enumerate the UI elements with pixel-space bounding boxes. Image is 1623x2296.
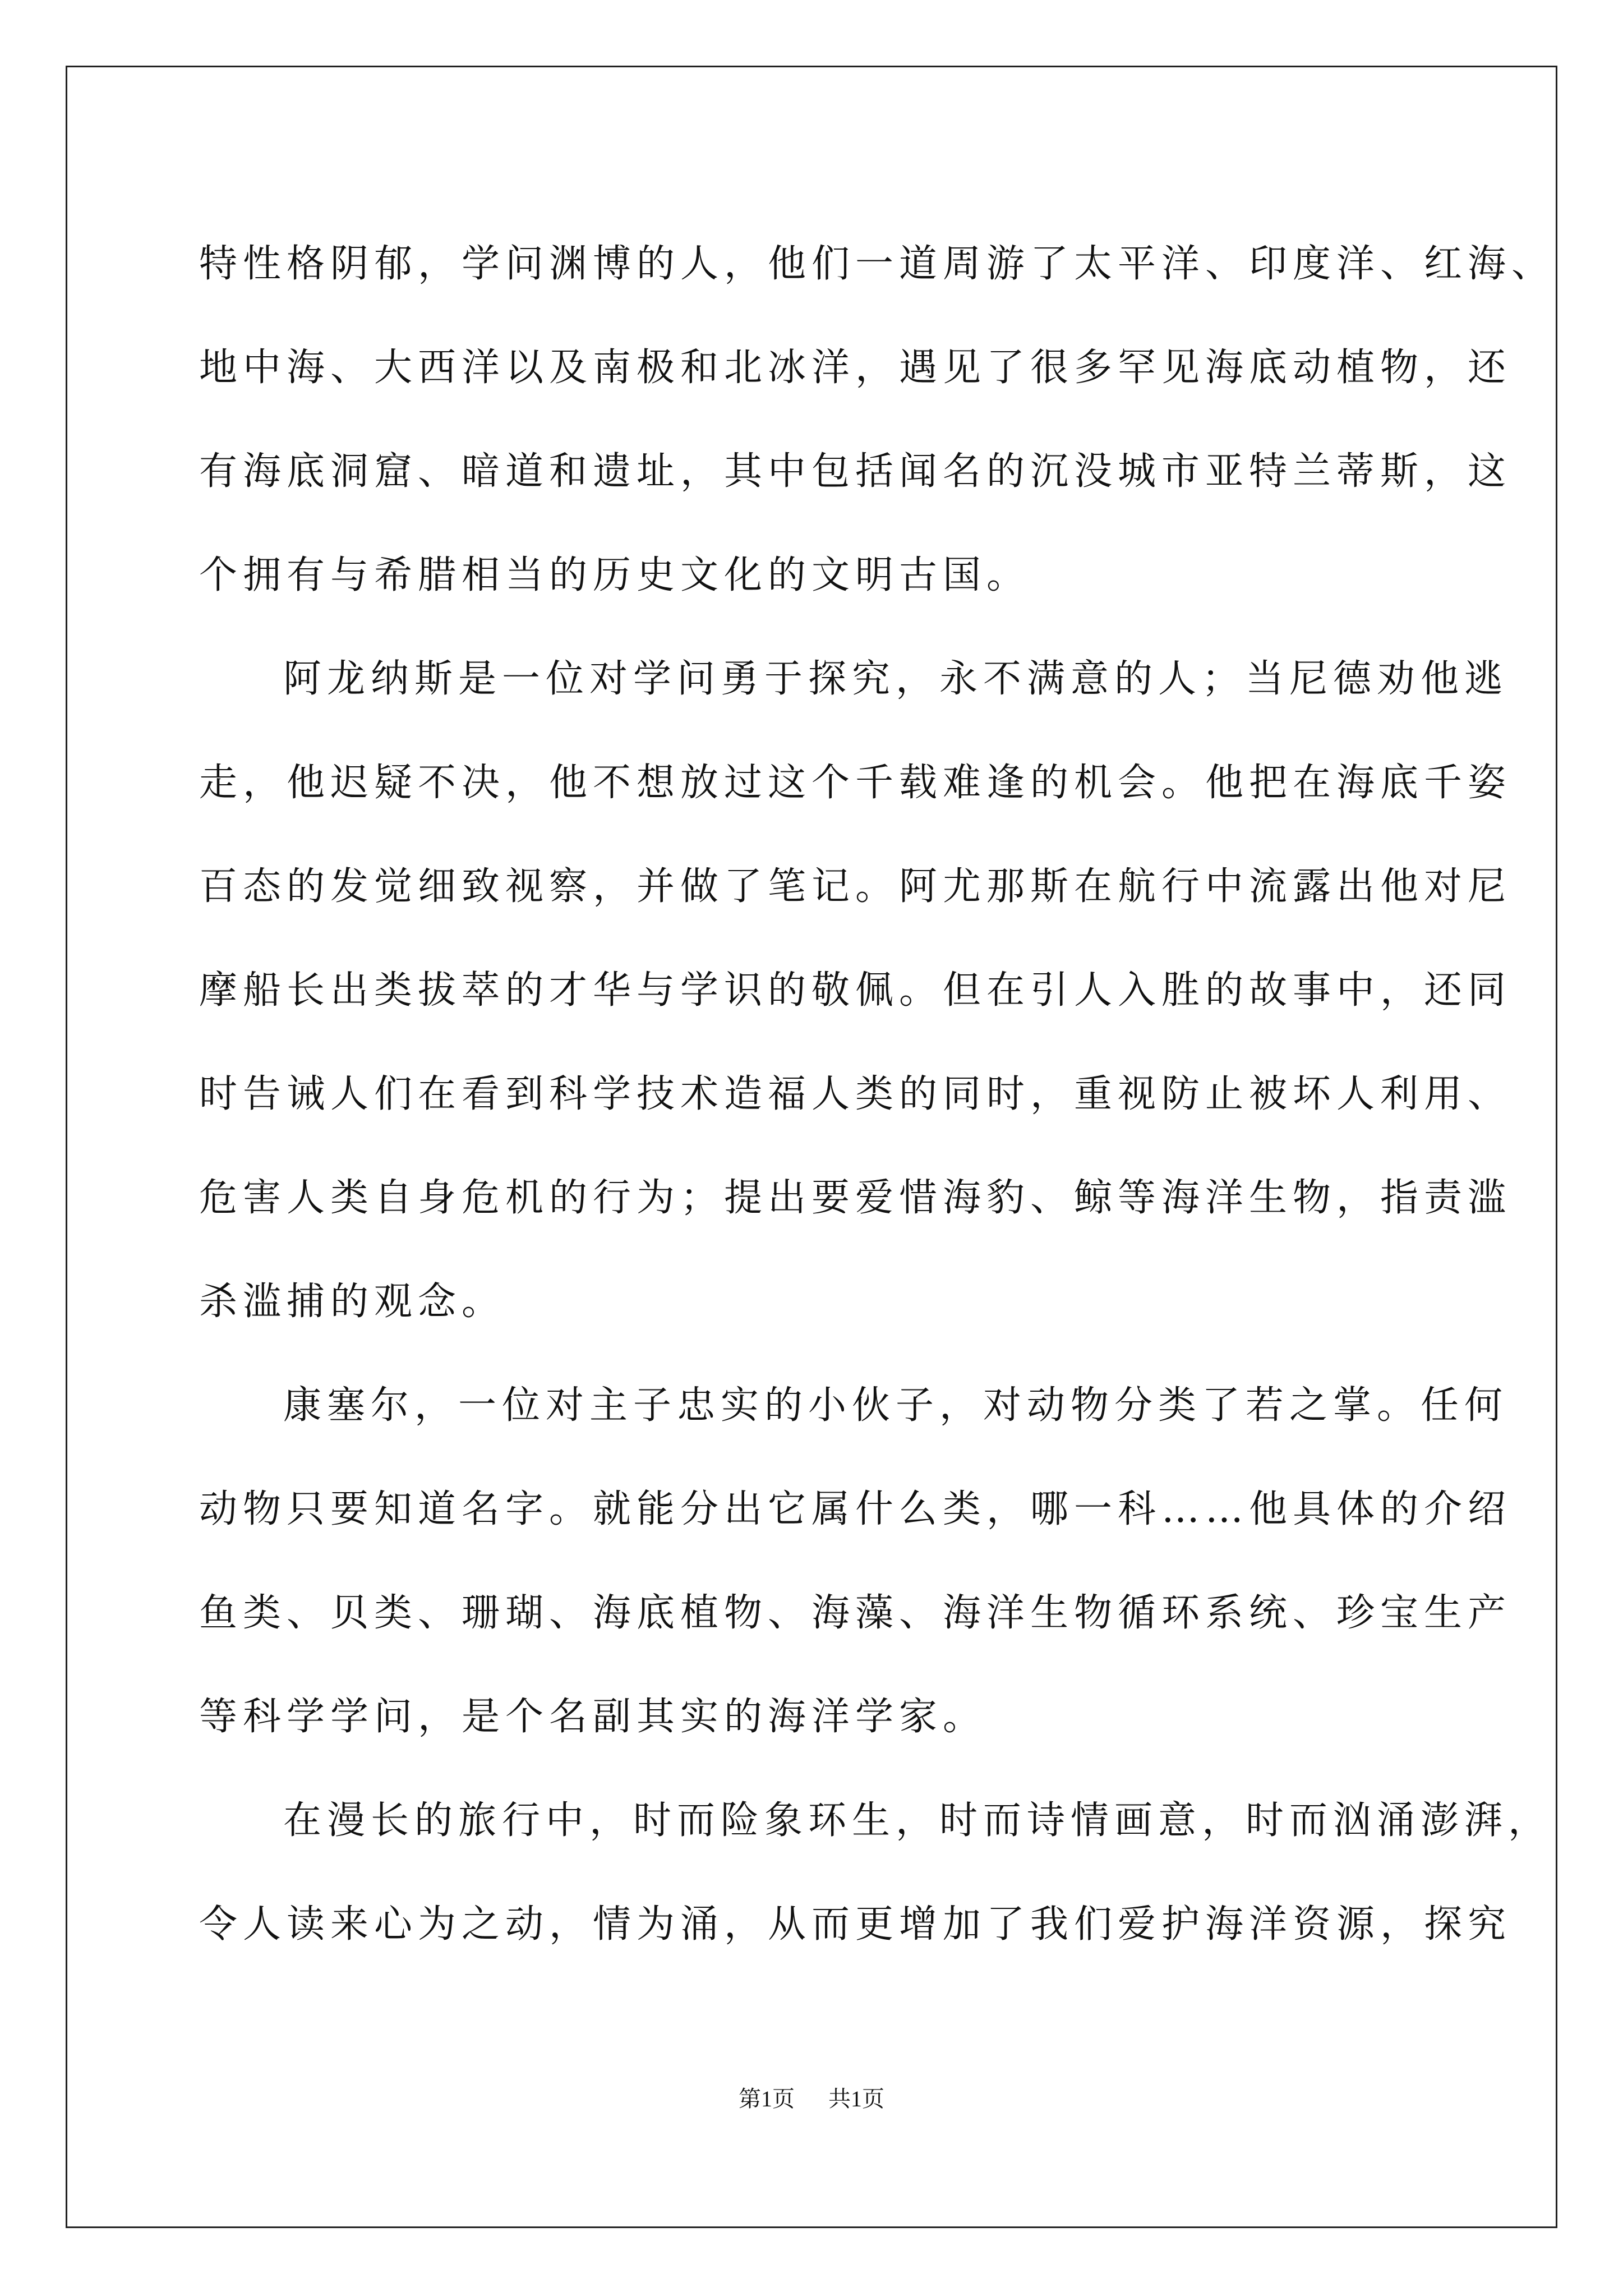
text-line: 等科学学问，是个名副其实的海洋学家。	[199, 1695, 987, 1739]
text-line: 个拥有与希腊相当的历史文化的文明古国。	[199, 553, 1031, 597]
document-body	[199, 212, 1556, 1976]
text-line: 杀滥捕的观念。	[199, 1280, 506, 1324]
page-footer	[0, 2081, 1623, 2113]
page-number: 第1页	[739, 2086, 795, 2111]
paragraph-start-line: 康塞尔，一位对主子忠实的小伙子，对动物分类了若之掌。任何	[283, 1383, 1509, 1428]
text-line: 特性格阴郁，学问渊博的人，他们一道周游了太平洋、印度洋、红海、	[199, 242, 1556, 286]
text-line: 令人读来心为之动，情为涌，从而更增加了我们爱护海洋资源，探究	[199, 1902, 1512, 1947]
text-line: 鱼类、贝类、珊瑚、海底植物、海藻、海洋生物循环系统、珍宝生产	[199, 1591, 1512, 1635]
text-line: 百态的发觉细致视察，并做了笔记。阿尤那斯在航行中流露出他对尼	[199, 864, 1512, 909]
text-line: 时告诫人们在看到科学技术造福人类的同时，重视防止被坏人利用、	[199, 1072, 1512, 1116]
text-line: 地中海、大西洋以及南极和北冰洋，遇见了很多罕见海底动植物，还	[199, 346, 1512, 390]
paragraph-start-line: 阿龙纳斯是一位对学问勇于探究，永不满意的人；当尼德劝他逃	[283, 657, 1509, 701]
page-total: 共1页	[828, 2086, 884, 2111]
paragraph-start-line: 在漫长的旅行中，时而险象环生，时而诗情画意，时而汹涌澎湃，	[283, 1798, 1552, 1843]
text-line: 有海底洞窟、暗道和遗址，其中包括闻名的沉没城市亚特兰蒂斯，这	[199, 449, 1512, 494]
text-line: 摩船长出类拔萃的才华与学识的敬佩。但在引人入胜的故事中，还同	[199, 968, 1512, 1013]
text-line: 走，他迟疑不决，他不想放过这个千载难逢的机会。他把在海底千姿	[199, 761, 1512, 805]
text-line: 危害人类自身危机的行为；提出要爱惜海豹、鲸等海洋生物，指责滥	[199, 1176, 1512, 1220]
text-line: 动物只要知道名字。就能分出它属什么类，哪一科……他具体的介绍	[199, 1487, 1512, 1531]
